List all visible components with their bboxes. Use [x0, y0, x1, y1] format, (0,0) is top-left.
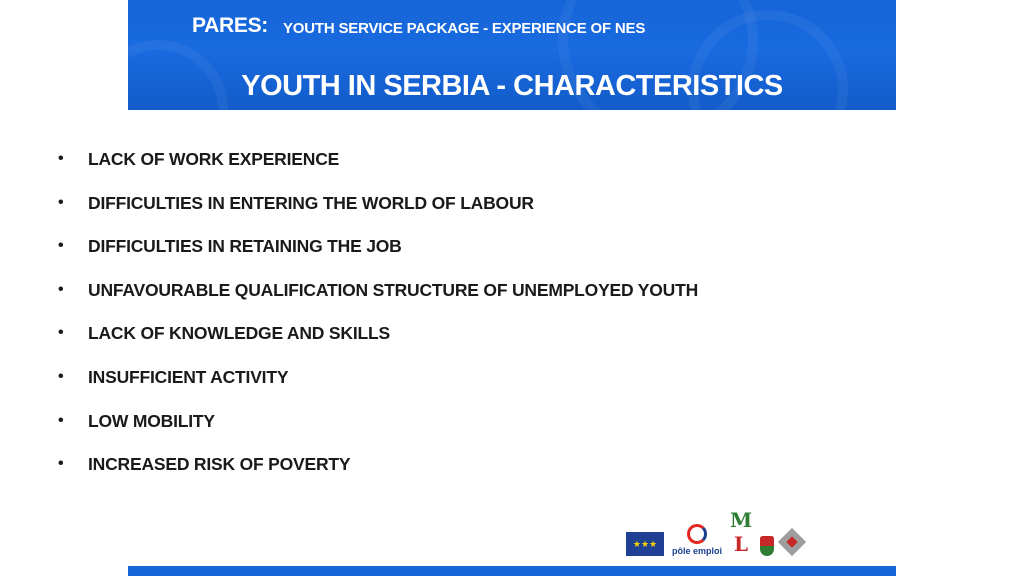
bullet-text: LOW MOBILITY [88, 410, 215, 431]
bullet-text: LACK OF WORK EXPERIENCE [88, 149, 340, 169]
bullet-item [58, 148, 698, 192]
bullet-text: LACK OF KNOWLEDGE AND SKILLS [88, 323, 390, 344]
slide-title: YOUTH IN SERBIA - CHARACTERISTICS [241, 70, 783, 102]
agency-logo [782, 530, 802, 556]
eu-stars-icon: ★★★ [626, 532, 664, 556]
pole-emploi-wordmark: pôle emploi [672, 546, 723, 556]
bullet-item [58, 279, 698, 323]
header-subtitle: YOUTH SERVICE PACKAGE - EXPERIENCE OF NES [283, 20, 646, 37]
bullet-text: DIFFICULTIES IN ENTERING THE WORLD OF LABOUR [88, 192, 534, 213]
bullet-text: UNFAVOURABLE QUALIFICATION STRUCTURE OF UNEMPLOYED YOUTH [88, 279, 699, 300]
agency-diamond-icon [778, 528, 806, 556]
ministry-logo: M L [730, 508, 753, 556]
bullet-item [58, 366, 698, 410]
eu-flag-logo [626, 532, 664, 556]
hungary-crest-logo [760, 536, 774, 556]
pole-emploi-icon [687, 524, 707, 544]
crest-icon [760, 536, 774, 556]
bullet-item [58, 235, 698, 279]
bullet-item [58, 322, 698, 366]
pole-emploi-logo [672, 524, 722, 556]
bullet-list [58, 148, 698, 497]
bullet-text: INSUFFICIENT ACTIVITY [88, 366, 289, 387]
bullet-item [58, 453, 698, 497]
bullet-text: INCREASED RISK OF POVERTY [88, 454, 351, 475]
bullet-text: DIFFICULTIES IN RETAINING THE JOB [88, 236, 402, 257]
header-band [128, 0, 896, 110]
footer-bar [128, 566, 896, 576]
bullet-dot-icon: • [58, 150, 64, 167]
bullet-dot-icon: • [58, 324, 64, 342]
bullet-dot-icon: • [58, 411, 64, 429]
bullet-item [58, 192, 698, 236]
partner-logos [626, 508, 862, 556]
header-prefix: PARES: [192, 14, 268, 37]
bullet-dot-icon: • [58, 193, 64, 211]
bullet-dot-icon: • [58, 367, 64, 385]
bullet-dot-icon: • [58, 237, 64, 255]
bullet-item [58, 410, 698, 454]
bullet-dot-icon: • [58, 280, 64, 298]
bullet-dot-icon: • [58, 455, 64, 473]
